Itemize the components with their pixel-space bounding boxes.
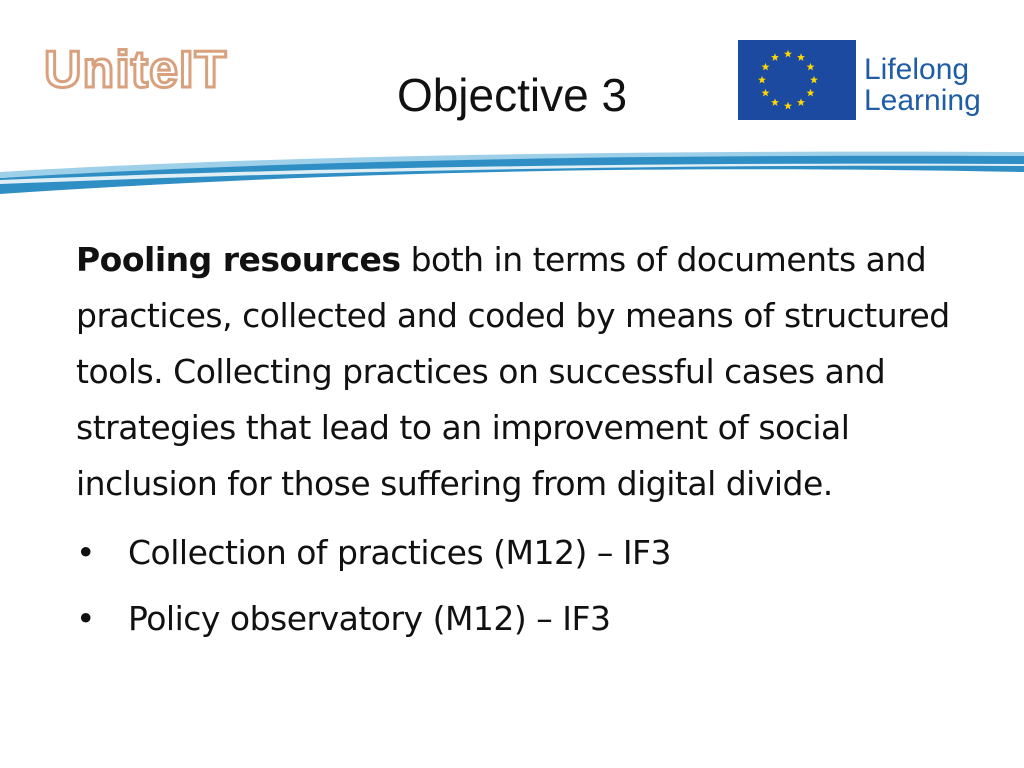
slide-title: Objective 3 (396, 69, 628, 121)
lifelong-learning-logo (738, 40, 1008, 126)
uniteit-logo: UniteIT (44, 41, 228, 99)
bullet-text: Collection of practices (M12) – IF3 (128, 533, 672, 572)
eu-flag-icon (738, 40, 856, 120)
header-swoosh-divider (0, 150, 1024, 200)
lead-phrase: Pooling resources (76, 240, 401, 279)
paragraph-text: both in terms of documents and practices, collected and coded by means of structured tools. Collecting practices on successful cases and strategies that lead to an improvement of social inclusion for those suffering from digital divide. (76, 240, 950, 503)
list-item (76, 586, 966, 652)
bullet-marker: • (76, 533, 95, 572)
lifelong-word: Lifelong (864, 53, 970, 86)
bullet-text: Policy observatory (M12) – IF3 (128, 599, 611, 638)
lifelong-learning-text (864, 54, 981, 116)
deliverables-list (76, 520, 966, 652)
slide-body (76, 232, 966, 652)
list-item (76, 520, 966, 586)
bullet-marker: • (76, 599, 95, 638)
learning-word: Learning (864, 84, 981, 117)
objective-paragraph (76, 232, 966, 512)
